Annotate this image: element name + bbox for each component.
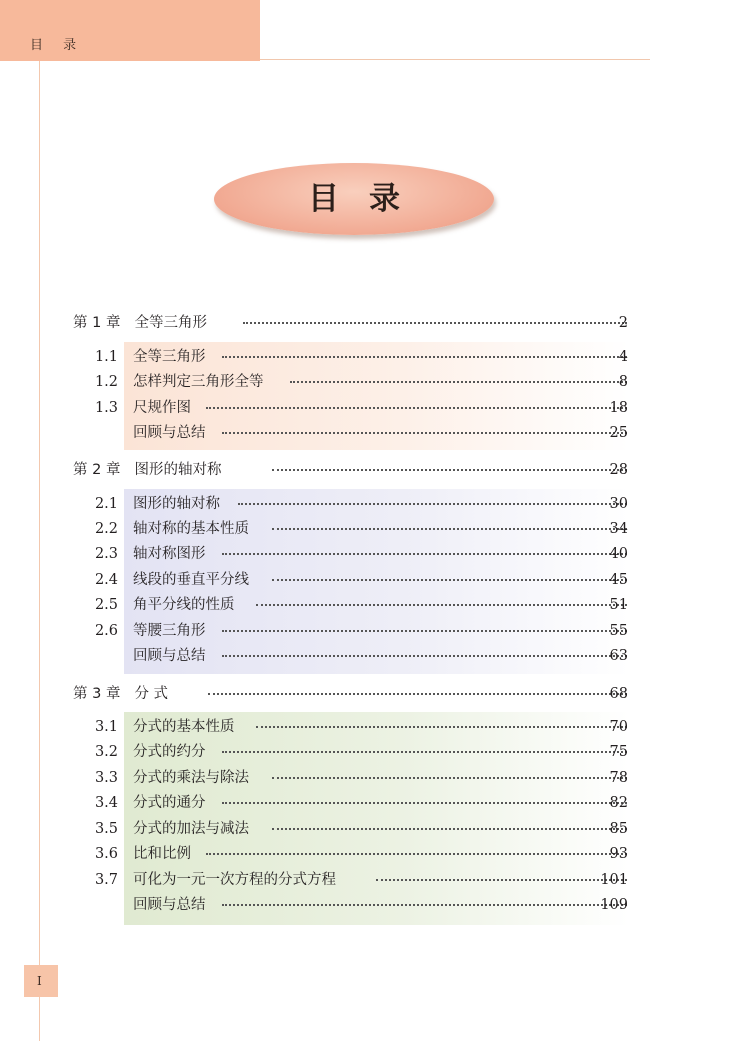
dot-leader bbox=[222, 751, 627, 753]
section-number: 1.1 bbox=[94, 349, 118, 365]
page-number: 55 bbox=[609, 623, 628, 639]
dot-leader bbox=[222, 630, 627, 632]
section-number: 3.2 bbox=[94, 744, 118, 760]
section-title: 回顾与总结 bbox=[133, 897, 206, 913]
section-number: 1.3 bbox=[94, 400, 118, 416]
section-number: 3.5 bbox=[94, 821, 118, 837]
page-title: 目录 bbox=[308, 181, 430, 217]
section-row[interactable] bbox=[0, 766, 741, 790]
dot-leader bbox=[222, 356, 627, 358]
dot-leader bbox=[222, 904, 627, 906]
section-row[interactable] bbox=[0, 817, 741, 841]
section-title: 等腰三角形 bbox=[133, 623, 206, 639]
page-number: 101 bbox=[600, 872, 628, 888]
dot-leader bbox=[222, 432, 627, 434]
section-title: 怎样判定三角形全等 bbox=[133, 374, 264, 390]
dot-leader bbox=[222, 655, 627, 657]
dot-leader bbox=[272, 828, 627, 830]
dot-leader bbox=[206, 853, 627, 855]
chapter-row[interactable] bbox=[0, 682, 741, 706]
chapter-label: 第 2 章 图形的轴对称 bbox=[73, 462, 222, 478]
dot-leader bbox=[243, 322, 627, 324]
section-number: 2.3 bbox=[94, 546, 118, 562]
section-number: 2.5 bbox=[94, 597, 118, 613]
section-number: 2.4 bbox=[94, 572, 118, 588]
section-row[interactable] bbox=[0, 644, 741, 668]
dot-leader bbox=[222, 553, 627, 555]
dot-leader bbox=[272, 777, 627, 779]
page-number: 85 bbox=[609, 821, 628, 837]
section-title: 线段的垂直平分线 bbox=[133, 572, 249, 588]
dot-leader bbox=[256, 604, 627, 606]
section-number: 2.6 bbox=[94, 623, 118, 639]
page-number: 82 bbox=[609, 795, 628, 811]
page-number: 70 bbox=[609, 719, 628, 735]
section-row[interactable] bbox=[0, 345, 741, 369]
section-title: 分式的通分 bbox=[133, 795, 206, 811]
section-row[interactable] bbox=[0, 868, 741, 892]
section-title: 分式的约分 bbox=[133, 744, 206, 760]
page-number: 2 bbox=[618, 315, 628, 331]
section-title: 分式的基本性质 bbox=[133, 719, 235, 735]
section-row[interactable] bbox=[0, 893, 741, 917]
section-title: 角平分线的性质 bbox=[133, 597, 235, 613]
section-title: 轴对称的基本性质 bbox=[133, 521, 249, 537]
section-title: 回顾与总结 bbox=[133, 425, 206, 441]
section-row[interactable] bbox=[0, 370, 741, 394]
chapter-title: 分 式 bbox=[134, 686, 169, 702]
dot-leader bbox=[272, 528, 627, 530]
section-number: 2.1 bbox=[94, 496, 118, 512]
dot-leader bbox=[238, 503, 627, 505]
page-number: 68 bbox=[609, 686, 628, 702]
dot-leader bbox=[222, 802, 627, 804]
chapter-title: 图形的轴对称 bbox=[134, 462, 222, 478]
section-title: 轴对称图形 bbox=[133, 546, 206, 562]
page-number: 18 bbox=[609, 400, 628, 416]
section-row[interactable] bbox=[0, 593, 741, 617]
section-number: 3.7 bbox=[94, 872, 118, 888]
section-title: 分式的乘法与除法 bbox=[133, 770, 249, 786]
dot-leader bbox=[290, 381, 627, 383]
section-number: 3.4 bbox=[94, 795, 118, 811]
section-number: 3.3 bbox=[94, 770, 118, 786]
chapter-row[interactable] bbox=[0, 458, 741, 482]
dot-leader bbox=[208, 693, 627, 695]
section-row[interactable] bbox=[0, 421, 741, 445]
dot-leader bbox=[272, 579, 627, 581]
chapter-label: 第 1 章 全等三角形 bbox=[73, 315, 207, 331]
section-title: 回顾与总结 bbox=[133, 648, 206, 664]
section-row[interactable] bbox=[0, 715, 741, 739]
section-title: 可化为一元一次方程的分式方程 bbox=[133, 872, 336, 888]
section-title: 比和比例 bbox=[133, 846, 191, 862]
section-title: 全等三角形 bbox=[133, 349, 206, 365]
section-title: 尺规作图 bbox=[133, 400, 191, 416]
section-row[interactable] bbox=[0, 568, 741, 592]
section-row[interactable] bbox=[0, 542, 741, 566]
section-title: 分式的加法与减法 bbox=[133, 821, 249, 837]
chapter-row[interactable] bbox=[0, 311, 741, 335]
section-number: 3.1 bbox=[94, 719, 118, 735]
page-number: 25 bbox=[609, 425, 628, 441]
section-number: 1.2 bbox=[94, 374, 118, 390]
page-number: 34 bbox=[609, 521, 628, 537]
page-number: 51 bbox=[609, 597, 628, 613]
page-number: 30 bbox=[609, 496, 628, 512]
page-number: 93 bbox=[609, 846, 628, 862]
section-number: 3.6 bbox=[94, 846, 118, 862]
folio-page-number: I bbox=[24, 965, 58, 997]
page-number: 28 bbox=[609, 462, 628, 478]
section-number: 2.2 bbox=[94, 521, 118, 537]
section-row[interactable] bbox=[0, 396, 741, 420]
page-number: 40 bbox=[609, 546, 628, 562]
page-number: 75 bbox=[609, 744, 628, 760]
section-title: 图形的轴对称 bbox=[133, 496, 220, 512]
section-row[interactable] bbox=[0, 517, 741, 541]
page-number: 78 bbox=[609, 770, 628, 786]
dot-leader bbox=[256, 726, 627, 728]
section-row[interactable] bbox=[0, 492, 741, 516]
dot-leader bbox=[206, 407, 627, 409]
chapter-title: 全等三角形 bbox=[134, 315, 207, 331]
page-number: 109 bbox=[600, 897, 628, 913]
chapter-label: 第 3 章 分 式 bbox=[73, 686, 169, 702]
section-row[interactable] bbox=[0, 842, 741, 866]
page-number: 4 bbox=[618, 349, 628, 365]
section-row[interactable] bbox=[0, 619, 741, 643]
page-number: 45 bbox=[609, 572, 628, 588]
page-number: 63 bbox=[609, 648, 628, 664]
section-row[interactable] bbox=[0, 791, 741, 815]
dot-leader bbox=[272, 469, 627, 471]
page-number: 8 bbox=[618, 374, 628, 390]
section-row[interactable] bbox=[0, 740, 741, 764]
header-label: 目 录 bbox=[30, 38, 85, 53]
